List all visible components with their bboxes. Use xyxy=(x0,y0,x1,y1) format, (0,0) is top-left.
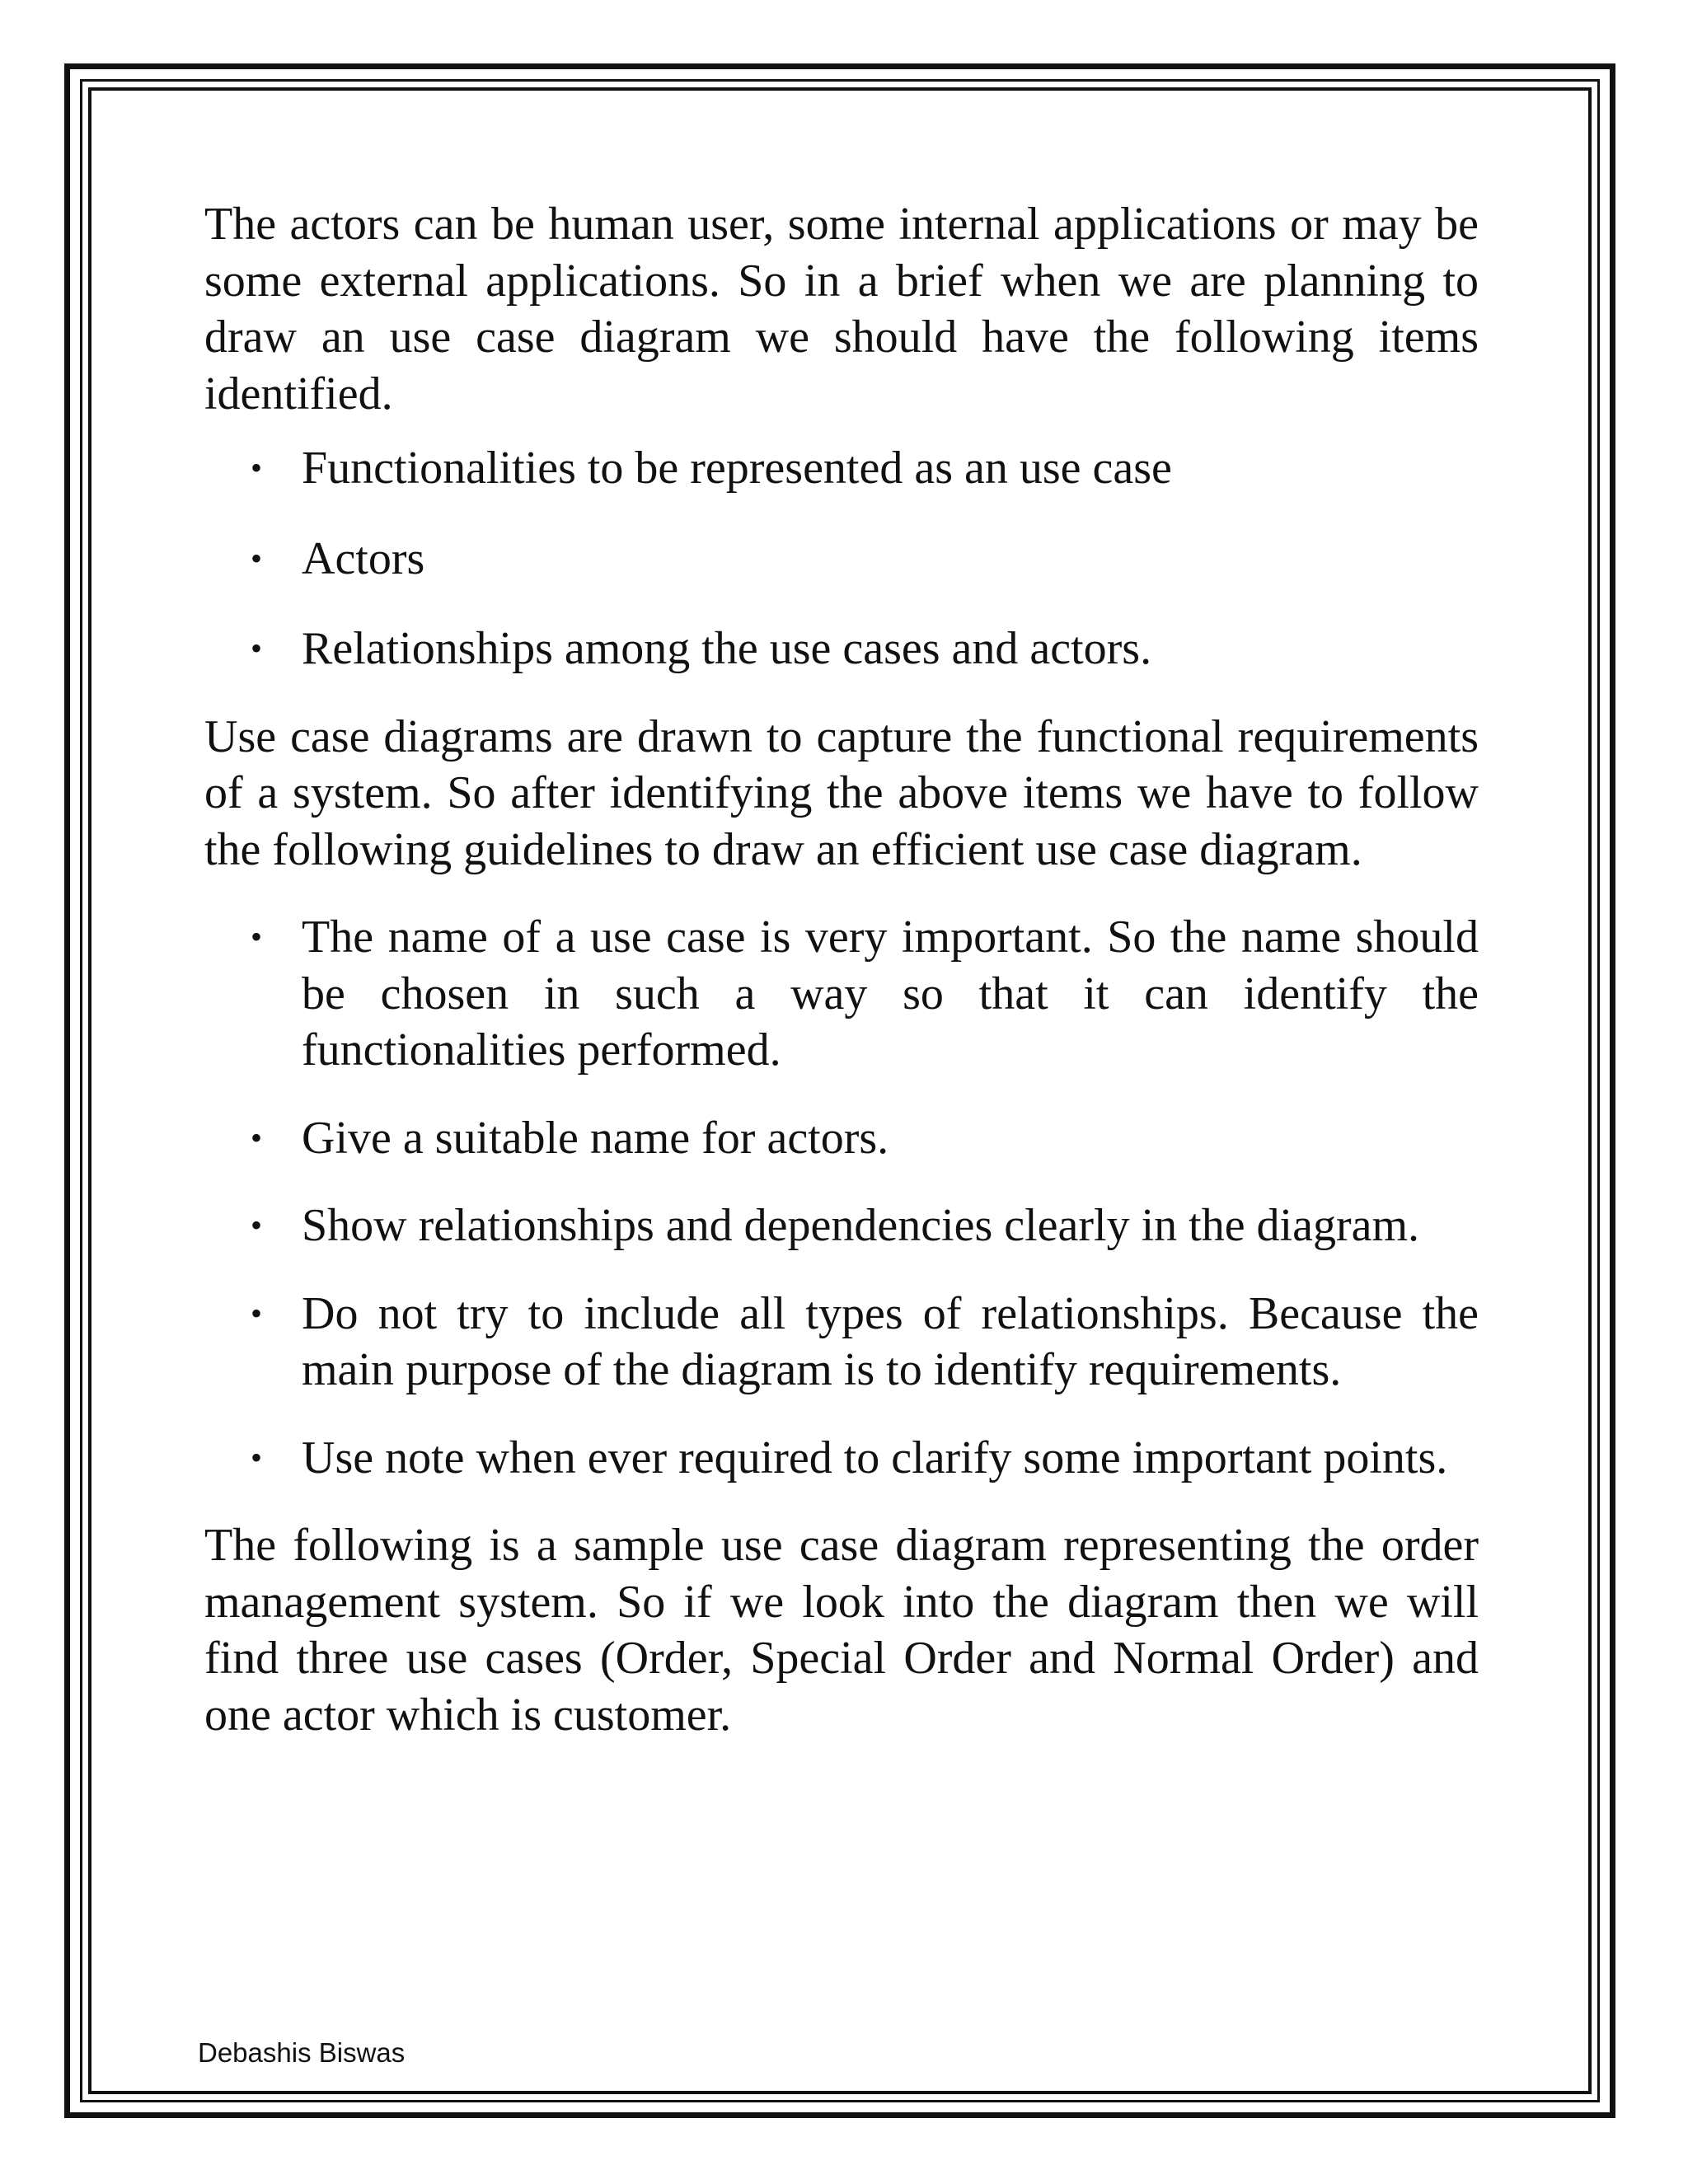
list-item xyxy=(204,1110,1479,1167)
list-item-text: Use note when ever required to clarify some important points. xyxy=(302,1432,1448,1483)
list-item-text: Actors xyxy=(302,532,425,584)
list-item xyxy=(204,440,1479,497)
bullet-icon: • xyxy=(251,1118,263,1156)
paragraph-guidelines-intro: Use case diagrams are drawn to capture the functional requirements of a system. So after identifying the above items we have to follow the following guidelines to draw an efficient use case diagram. xyxy=(204,710,1479,875)
list-item-text: Do not try to include all types of relationships. Because the main purpose of the diagram is to identify requirements. xyxy=(302,1287,1479,1395)
list-item-text: Show relationships and dependencies clearly in the diagram. xyxy=(302,1200,1420,1251)
footer-author: Debashis Biswas xyxy=(198,2037,406,2068)
bullet-icon: • xyxy=(251,1207,263,1244)
list-item-text: Relationships among the use cases and actors. xyxy=(302,623,1152,674)
list-item-text: The name of a use case is very important. So the name should be chosen in such a way so that it can identify the functionalities performed. xyxy=(302,912,1479,1076)
list-item xyxy=(204,1286,1479,1399)
list-item-text: Give a suitable name for actors. xyxy=(302,1112,889,1164)
items-list xyxy=(204,440,1479,677)
bullet-icon: • xyxy=(251,1294,263,1332)
bullet-icon: • xyxy=(251,539,263,577)
guidelines-list xyxy=(204,909,1479,1486)
list-item xyxy=(204,1197,1479,1254)
list-item xyxy=(204,1430,1479,1487)
bullet-icon: • xyxy=(251,1438,263,1476)
list-item xyxy=(204,909,1479,1079)
paragraph-actors: The actors can be human user, some internal applications or may be some external applications. So in a brief when we are planning to draw an use case diagram we should have the following items identified. xyxy=(204,199,1479,419)
list-item xyxy=(204,531,1479,588)
list-item-text: Functionalities to be represented as an use case xyxy=(302,443,1172,494)
bullet-icon: • xyxy=(251,630,263,667)
bullet-icon: • xyxy=(251,449,263,486)
paragraph-sample-diagram: The following is a sample use case diagram representing the order management system. So if we look into the diagram then we will find three use cases (Order, Special Order and Normal Order) and one actor which is customer. xyxy=(204,1520,1479,1741)
bullet-icon: • xyxy=(251,918,263,955)
list-item xyxy=(204,621,1479,677)
document-body xyxy=(204,196,1479,1743)
